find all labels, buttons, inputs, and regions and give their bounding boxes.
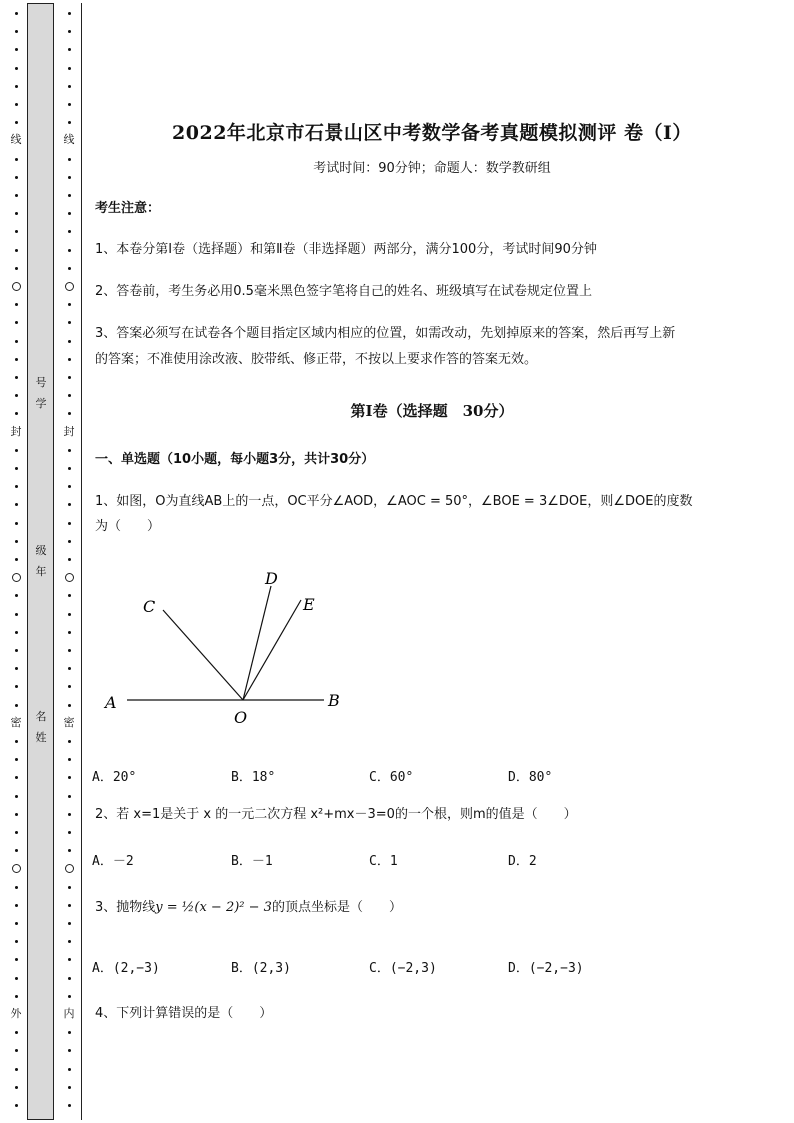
q2-option-d[interactable]: D．2 xyxy=(508,854,537,869)
label-a: A xyxy=(105,693,117,712)
binding-dot xyxy=(15,594,18,597)
binding-dot xyxy=(15,776,18,779)
binding-right-line xyxy=(81,3,82,1120)
outer-char-feng: 封 xyxy=(10,425,22,438)
binding-dot xyxy=(15,831,18,834)
binding-dot xyxy=(68,67,71,70)
binding-dot xyxy=(68,394,71,397)
q1-stem-cont: 为（ ） xyxy=(95,519,161,534)
binding-dot xyxy=(68,940,71,943)
binding-dot xyxy=(68,886,71,889)
binding-dot xyxy=(15,485,18,488)
inner-char-xian: 线 xyxy=(63,133,75,146)
q4-stem: 4、下列计算错误的是（ ） xyxy=(95,1006,273,1021)
binding-dot xyxy=(68,85,71,88)
binding-dot xyxy=(15,394,18,397)
label-xue: 学 xyxy=(35,397,47,410)
binding-dot xyxy=(68,340,71,343)
binding-dot xyxy=(68,958,71,961)
binding-dot xyxy=(68,813,71,816)
binding-dot xyxy=(15,267,18,270)
binding-dot xyxy=(15,212,18,215)
binding-dot xyxy=(15,1031,18,1034)
binding-dot xyxy=(15,194,18,197)
binding-dot xyxy=(15,376,18,379)
binding-dot xyxy=(15,740,18,743)
binding-dot xyxy=(68,704,71,707)
binding-dot xyxy=(15,667,18,670)
outer-circle-2 xyxy=(12,573,21,582)
q1-stem: 1、如图，O为直线AB上的一点，OC平分∠AOD，∠AOC = 50°，∠BOE = 3∠DOE，则∠DOE的度数 xyxy=(95,494,693,509)
ray-od xyxy=(243,586,271,700)
label-e: E xyxy=(303,595,315,614)
label-xing: 姓 xyxy=(35,731,47,744)
outer-circle-3 xyxy=(12,864,21,873)
q3-stem xyxy=(95,898,402,918)
binding-dot xyxy=(15,795,18,798)
binding-dot xyxy=(15,558,18,561)
notice-item-2: 2、答卷前，考生务必用0.5毫米黑色签字笔将自己的姓名、班级填写在试卷规定位置上 xyxy=(95,284,592,299)
binding-dot xyxy=(68,631,71,634)
binding-dot xyxy=(15,1086,18,1089)
binding-dot xyxy=(68,540,71,543)
q3-option-b[interactable]: B．(2,3) xyxy=(231,961,291,976)
binding-dot xyxy=(15,849,18,852)
binding-dot xyxy=(68,1031,71,1034)
binding-dot xyxy=(15,940,18,943)
binding-dot xyxy=(68,249,71,252)
binding-dot xyxy=(68,758,71,761)
binding-dot xyxy=(15,449,18,452)
label-c: C xyxy=(143,597,156,616)
binding-dot xyxy=(68,522,71,525)
binding-dot xyxy=(68,303,71,306)
binding-dot xyxy=(15,922,18,925)
binding-dot xyxy=(15,176,18,179)
binding-dot xyxy=(15,886,18,889)
binding-dot xyxy=(68,922,71,925)
binding-dot xyxy=(68,176,71,179)
binding-dot xyxy=(68,831,71,834)
q1-option-c[interactable]: C．60° xyxy=(369,770,414,785)
binding-dot xyxy=(15,995,18,998)
q1-option-b[interactable]: B．18° xyxy=(231,770,276,785)
q3-option-a[interactable]: A．(2,−3) xyxy=(92,961,160,976)
q2-option-b[interactable]: B．－1 xyxy=(231,854,273,869)
binding-dot xyxy=(68,103,71,106)
binding-dot xyxy=(68,795,71,798)
binding-dot xyxy=(15,230,18,233)
binding-dot xyxy=(68,1068,71,1071)
section-title: 第Ⅰ卷（选择题 30分） xyxy=(350,402,514,420)
binding-dot xyxy=(15,904,18,907)
label-ming: 名 xyxy=(35,710,47,723)
ray-oc xyxy=(163,610,243,700)
notice-item-3-cont: 的答案；不准使用涂改液、胶带纸、修正带，不按以上要求作答的答案无效。 xyxy=(95,352,538,367)
inner-char-feng: 封 xyxy=(63,425,75,438)
label-hao: 号 xyxy=(35,376,47,389)
binding-dot xyxy=(15,303,18,306)
outer-circle-1 xyxy=(12,282,21,291)
binding-dot xyxy=(68,1086,71,1089)
binding-dot xyxy=(68,667,71,670)
binding-dot xyxy=(68,194,71,197)
notice-item-3: 3、答案必须写在试卷各个题目指定区域内相应的位置，如需改动，先划掉原来的答案，然后再写上新 xyxy=(95,326,676,341)
exam-title: 2022年北京市石景山区中考数学备考真题模拟测评 卷（Ⅰ） xyxy=(172,122,692,144)
binding-dot xyxy=(68,30,71,33)
binding-dot xyxy=(15,412,18,415)
binding-dot xyxy=(15,121,18,124)
label-b: B xyxy=(328,691,340,710)
binding-dot xyxy=(68,321,71,324)
binding-dot xyxy=(68,776,71,779)
binding-dot xyxy=(15,540,18,543)
binding-dot xyxy=(15,340,18,343)
binding-dot xyxy=(15,85,18,88)
binding-dot xyxy=(68,613,71,616)
binding-dot xyxy=(15,103,18,106)
outer-char-mi: 密 xyxy=(10,716,22,729)
label-ji: 级 xyxy=(35,544,47,557)
label-o: O xyxy=(234,708,248,727)
ray-oe xyxy=(243,600,301,700)
q1-option-d[interactable]: D．80° xyxy=(508,770,553,785)
q2-option-c[interactable]: C．1 xyxy=(369,854,398,869)
binding-dot xyxy=(68,594,71,597)
binding-dot xyxy=(15,649,18,652)
binding-dot xyxy=(68,904,71,907)
binding-dot xyxy=(68,267,71,270)
binding-dot xyxy=(68,230,71,233)
binding-dot xyxy=(68,649,71,652)
notice-item-1: 1、本卷分第Ⅰ卷（选择题）和第Ⅱ卷（非选择题）两部分，满分100分，考试时间90分钟 xyxy=(95,242,597,257)
binding-dot xyxy=(15,977,18,980)
binding-dot xyxy=(15,958,18,961)
binding-dot xyxy=(15,758,18,761)
binding-dot xyxy=(68,212,71,215)
q3-option-d[interactable]: D．(−2,−3) xyxy=(508,961,584,976)
notice-heading: 考生注意： xyxy=(95,201,161,216)
binding-dot xyxy=(15,358,18,361)
inner-circle-2 xyxy=(65,573,74,582)
binding-dot xyxy=(68,1049,71,1052)
binding-dot xyxy=(68,995,71,998)
binding-dot xyxy=(68,449,71,452)
q2-option-a[interactable]: A．－2 xyxy=(92,854,134,869)
binding-dot xyxy=(68,412,71,415)
binding-dot xyxy=(15,813,18,816)
binding-dot xyxy=(68,977,71,980)
inner-char-nei: 内 xyxy=(63,1007,75,1020)
binding-dot xyxy=(15,704,18,707)
binding-dot xyxy=(68,12,71,15)
binding-dot xyxy=(15,12,18,15)
outer-char-xian: 线 xyxy=(10,133,22,146)
binding-dot xyxy=(68,48,71,51)
q2-stem: 2、若 x=1是关于 x 的一元二次方程 x²+mx－3=0的一个根，则m的值是（ ） xyxy=(95,807,577,822)
binding-dot xyxy=(15,30,18,33)
binding-dot xyxy=(68,376,71,379)
binding-dot xyxy=(68,467,71,470)
inner-circle-3 xyxy=(65,864,74,873)
binding-dot xyxy=(15,1104,18,1107)
binding-dot xyxy=(15,1049,18,1052)
inner-char-mi: 密 xyxy=(63,716,75,729)
binding-dot xyxy=(68,158,71,161)
binding-dot xyxy=(15,1068,18,1071)
binding-dot xyxy=(68,1104,71,1107)
q3-option-c[interactable]: C．(−2,3) xyxy=(369,961,437,976)
binding-dot xyxy=(68,685,71,688)
binding-dot xyxy=(15,158,18,161)
binding-dot xyxy=(15,522,18,525)
q1-angle-figure xyxy=(95,560,365,735)
binding-dot xyxy=(68,558,71,561)
binding-dot xyxy=(15,249,18,252)
label-nian: 年 xyxy=(35,565,47,578)
inner-circle-1 xyxy=(65,282,74,291)
binding-margin xyxy=(0,0,82,1123)
exam-subtitle: 考试时间：90分钟；命题人：数学教研组 xyxy=(313,161,551,176)
binding-dot xyxy=(68,485,71,488)
binding-dot xyxy=(68,503,71,506)
q1-option-a[interactable]: A．20° xyxy=(92,770,137,785)
binding-strip xyxy=(27,3,54,1120)
binding-dot xyxy=(15,631,18,634)
binding-dot xyxy=(15,467,18,470)
binding-dot xyxy=(68,740,71,743)
binding-dot xyxy=(68,849,71,852)
outer-char-wai: 外 xyxy=(10,1007,22,1020)
binding-dot xyxy=(68,121,71,124)
binding-dot xyxy=(15,48,18,51)
q3-stem-prefix: 3、抛物线 xyxy=(95,900,156,915)
binding-dot xyxy=(15,685,18,688)
binding-dot xyxy=(15,613,18,616)
q3-formula: y = ½(x − 2)² − 3 xyxy=(155,900,272,915)
binding-dot xyxy=(15,67,18,70)
q3-stem-suffix: 的顶点坐标是（ ） xyxy=(271,900,402,915)
binding-dot xyxy=(68,358,71,361)
binding-dot xyxy=(15,503,18,506)
part-title: 一、单选题（10小题，每小题3分，共计30分） xyxy=(95,452,375,467)
binding-dot xyxy=(15,321,18,324)
label-d: D xyxy=(265,569,278,588)
